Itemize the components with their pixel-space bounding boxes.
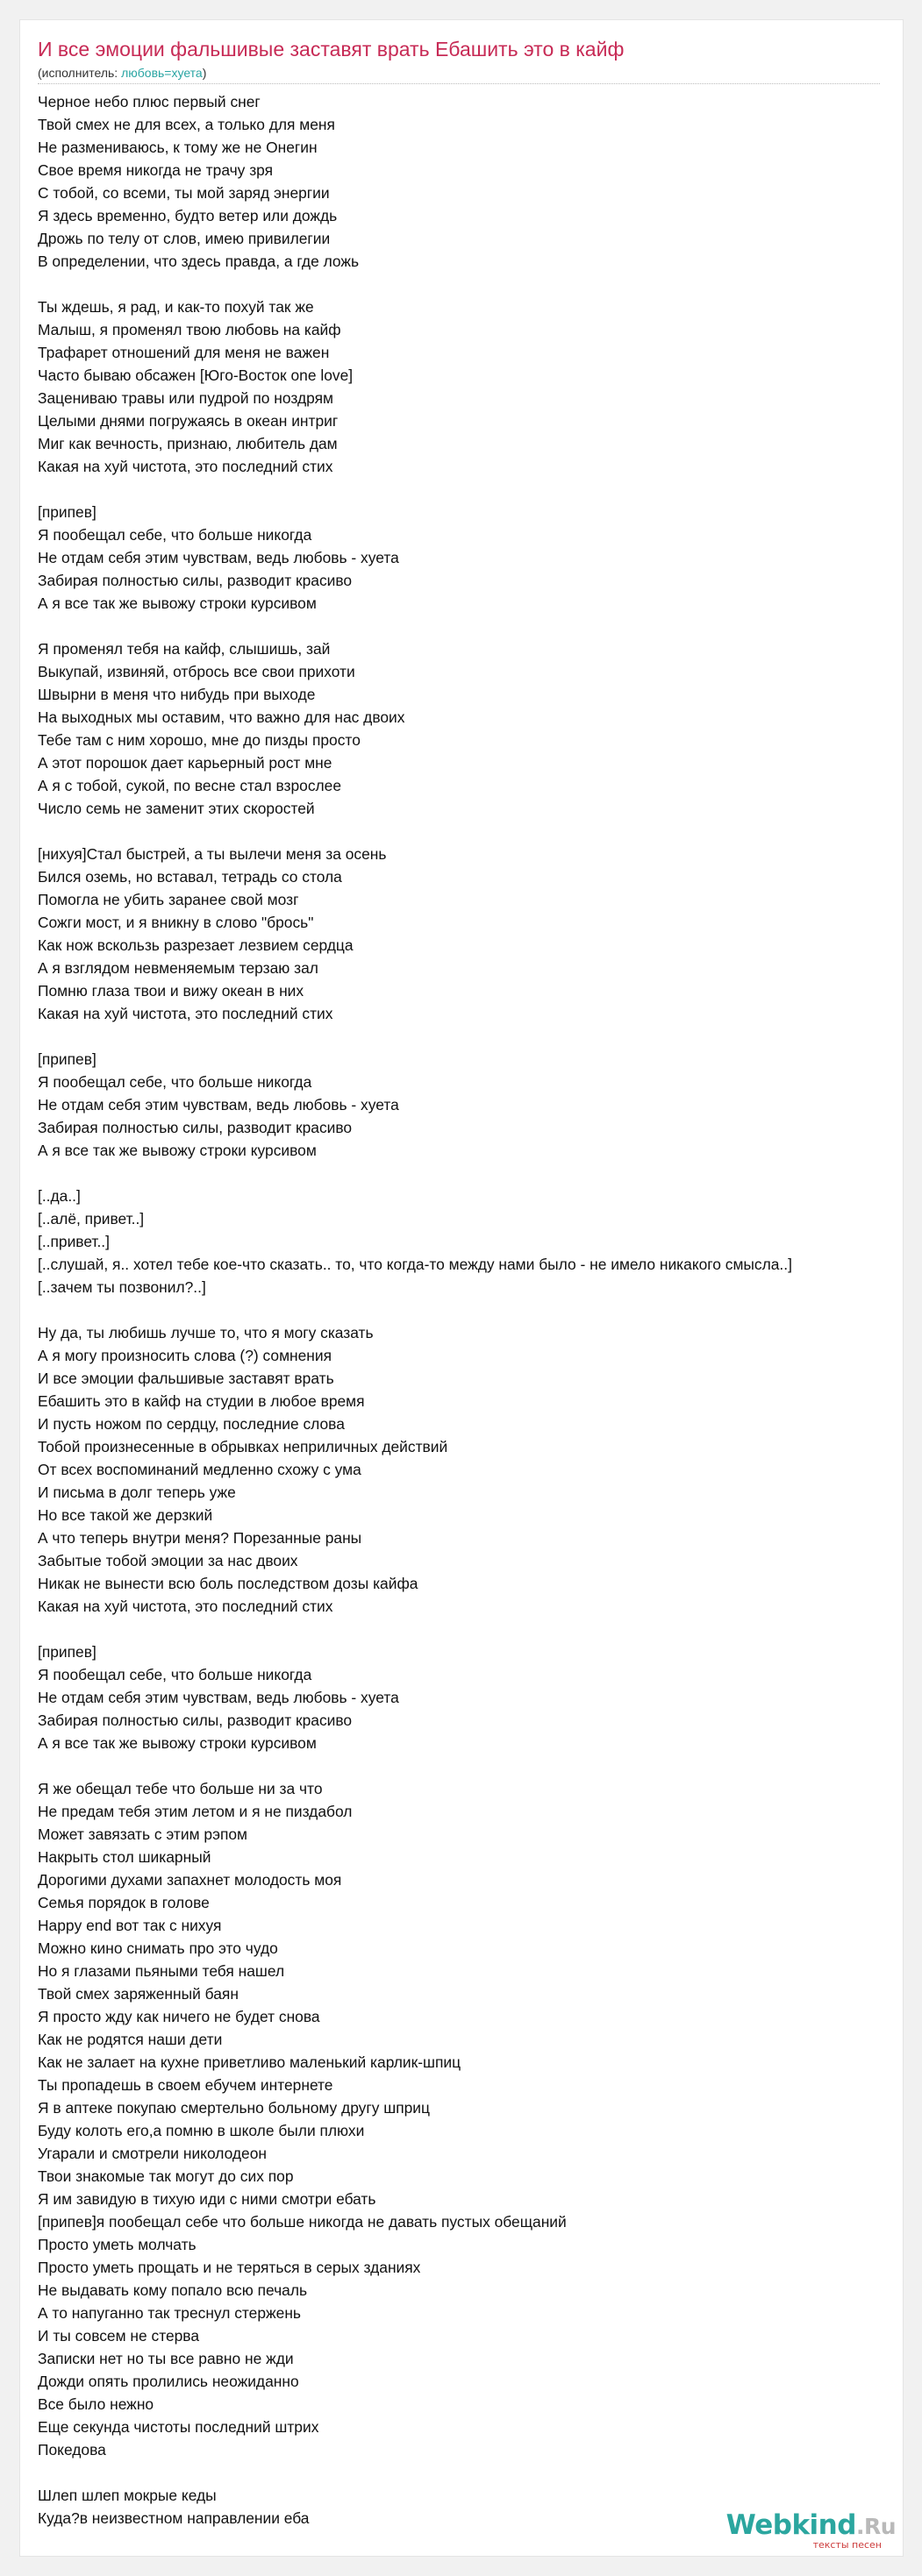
- lyric-line: Куда?в неизвестном направлении еба: [38, 2509, 310, 2527]
- lyric-line: [..зачем ты позвонил?..]: [38, 1278, 206, 1296]
- logo-wordmark: [726, 2510, 896, 2542]
- lyric-line: [припев]: [38, 1050, 96, 1068]
- lyric-line: А я все так же вывожу строки курсивом: [38, 594, 317, 612]
- stanza-break: [38, 1162, 904, 1185]
- lyric-line: [..привет..]: [38, 1233, 110, 1250]
- lyric-line: Тебе там с ним хорошо, мне до пизды просто: [38, 731, 361, 749]
- lyric-line: Тобой произнесенные в обрывках неприличных действий: [38, 1438, 448, 1455]
- lyric-line: Я променял тебя на кайф, слышишь, зай: [38, 640, 331, 658]
- lyric-line: А я могу произносить слова (?) сомнения: [38, 1347, 332, 1364]
- lyric-line: А я с тобой, сукой, по весне стал взрослее: [38, 777, 342, 794]
- lyric-line: Еще секунда чистоты последний штрих: [38, 2418, 319, 2436]
- lyric-line: [припев]я пообещал себе что больше никогда не давать пустых обещаний: [38, 2213, 567, 2231]
- lyric-line: Твои знакомые так могут до сих пор: [38, 2167, 294, 2185]
- artist-line: [38, 64, 206, 82]
- lyric-line: Просто уметь молчать: [38, 2236, 197, 2253]
- lyric-line: Happy end вот так с нихуя: [38, 1917, 222, 1934]
- stanza-break: [38, 1618, 904, 1640]
- lyric-line: А я взглядом невменяемым терзаю зал: [38, 959, 318, 977]
- lyric-line: Трафарет отношений для меня не важен: [38, 344, 330, 361]
- lyric-line: Как не залает на кухне приветливо маленький карлик-шпиц: [38, 2053, 461, 2071]
- stanza-break: [38, 615, 904, 637]
- lyric-line: Твой смех заряженный баян: [38, 1985, 239, 2003]
- lyric-line: Шлеп шлеп мокрые кеды: [38, 2487, 217, 2504]
- lyric-line: Покедова: [38, 2441, 106, 2459]
- lyric-line: Часто бываю обсажен [Юго-Восток one love]: [38, 366, 354, 384]
- lyric-line: Выкупай, извиняй, отбрось все свои прихоти: [38, 663, 355, 680]
- stanza-break: [38, 273, 904, 295]
- lyric-line: Семья порядок в голове: [38, 1894, 210, 1911]
- lyric-line: Я пообещал себе, что больше никогда: [38, 526, 312, 544]
- lyric-line: Я просто жду как ничего не будет снова: [38, 2008, 320, 2025]
- title-divider: [38, 83, 880, 84]
- lyric-line: [нихуя]Стал быстрей, а ты вылечи меня за осень: [38, 845, 387, 863]
- lyric-line: И пусть ножом по сердцу, последние слова: [38, 1415, 345, 1433]
- stanza-break: [38, 1754, 904, 1777]
- lyric-line: Можно кино снимать про это чудо: [38, 1939, 278, 1957]
- lyric-line: Малыш, я променял твою любовь на кайф: [38, 321, 341, 338]
- lyric-line: Не отдам себя этим чувствам, ведь любовь - хуета: [38, 549, 399, 566]
- lyric-line: Не выдавать кому попало всю печаль: [38, 2281, 308, 2299]
- lyric-line: Я пообещал себе, что больше никогда: [38, 1666, 312, 1683]
- lyric-line: А этот порошок дает карьерный рост мне: [38, 754, 332, 772]
- lyric-line: Твой смех не для всех, а только для меня: [38, 116, 335, 133]
- lyric-line: Швырни в меня что нибудь при выходе: [38, 686, 316, 703]
- lyric-line: Число семь не заменит этих скоростей: [38, 800, 315, 817]
- lyric-line: Помогла не убить заранее свой мозг: [38, 891, 299, 908]
- stanza-break: [38, 478, 904, 501]
- lyric-line: Я здесь временно, будто ветер или дождь: [38, 207, 338, 224]
- artist-suffix: ): [202, 66, 207, 80]
- lyrics-card: [19, 19, 904, 2557]
- lyric-line: Какая на хуй чистота, это последний стих: [38, 1598, 333, 1615]
- lyric-line: С тобой, со всеми, ты мой заряд энергии: [38, 184, 330, 202]
- lyric-line: Зацениваю травы или пудрой по ноздрям: [38, 389, 333, 407]
- lyric-line: Все было нежно: [38, 2395, 154, 2413]
- lyric-line: Я им завидую в тихую иди с ними смотри ебать: [38, 2190, 376, 2208]
- lyric-line: И письма в долг теперь уже: [38, 1484, 236, 1501]
- lyrics-body: [38, 90, 904, 2530]
- lyric-line: Какая на хуй чистота, это последний стих: [38, 1005, 333, 1022]
- stanza-break: [38, 1025, 904, 1048]
- artist-prefix: (исполнитель:: [38, 66, 122, 80]
- lyric-line: Миг как вечность, признаю, любитель дам: [38, 435, 338, 452]
- lyric-line: [..алё, привет..]: [38, 1210, 145, 1228]
- lyric-line: Как не родятся наши дети: [38, 2031, 223, 2048]
- artist-link[interactable]: любовь=хуета: [121, 66, 203, 80]
- lyric-line: Забирая полностью силы, разводит красиво: [38, 1119, 353, 1136]
- lyric-line: Может завязать с этим рэпом: [38, 1825, 247, 1843]
- lyric-line: Ну да, ты любишь лучше то, что я могу сказать: [38, 1324, 374, 1341]
- lyric-line: На выходных мы оставим, что важно для нас двоих: [38, 708, 405, 726]
- lyric-line: Забирая полностью силы, разводит красиво: [38, 572, 353, 589]
- lyric-line: Я в аптеке покупаю смертельно больному другу шприц: [38, 2099, 430, 2117]
- lyric-line: Какая на хуй чистота, это последний стих: [38, 458, 333, 475]
- lyric-line: А что теперь внутри меня? Порезанные раны: [38, 1529, 362, 1547]
- lyric-line: [припев]: [38, 503, 96, 521]
- page-title: И все эмоции фальшивые заставят врать Ебашить это в кайф: [38, 38, 625, 60]
- lyric-line: [припев]: [38, 1643, 96, 1661]
- lyric-line: Дорогими духами запахнет молодость моя: [38, 1871, 342, 1889]
- logo-name: Webkind: [725, 2509, 856, 2541]
- lyric-line: Не размениваюсь, к тому же не Онегин: [38, 139, 318, 156]
- lyric-line: Угарали и смотрели николодеон: [38, 2145, 267, 2162]
- lyric-line: Как нож вскользь разрезает лезвием сердца: [38, 936, 354, 954]
- lyric-line: Не предам тебя этим летом и я не пиздабол: [38, 1803, 353, 1820]
- lyric-line: [..слушай, я.. хотел тебе кое-что сказать.. то, что когда-то между нами было - не имело никакого смысла..]: [38, 1256, 792, 1273]
- logo-tagline: тексты песен: [812, 2539, 882, 2551]
- lyric-line: Забытые тобой эмоции за нас двоих: [38, 1552, 298, 1569]
- lyric-line: Накрыть стол шикарный: [38, 1848, 211, 1866]
- lyric-line: Записки нет но ты все равно не жди: [38, 2350, 294, 2367]
- lyric-line: Забирая полностью силы, разводит красиво: [38, 1711, 353, 1729]
- lyric-line: Просто уметь прощать и не теряться в серых зданиях: [38, 2259, 421, 2276]
- lyric-line: [..да..]: [38, 1187, 81, 1205]
- lyric-line: Никак не вынести всю боль последством дозы кайфа: [38, 1575, 418, 1592]
- stanza-break: [38, 2461, 904, 2484]
- lyric-line: Дрожь по телу от слов, имею привилегии: [38, 230, 331, 247]
- stanza-break: [38, 1299, 904, 1321]
- lyric-line: Сожги мост, и я вникну в слово "брось": [38, 914, 314, 931]
- lyric-line: Помню глаза твои и вижу океан в них: [38, 982, 304, 1000]
- lyric-line: Я пообещал себе, что больше никогда: [38, 1073, 312, 1091]
- lyric-line: И все эмоции фальшивые заставят врать: [38, 1370, 334, 1387]
- lyric-line: Не отдам себя этим чувствам, ведь любовь - хуета: [38, 1096, 399, 1114]
- lyric-line: Буду колоть его,а помню в школе были плюхи: [38, 2122, 365, 2139]
- lyric-line: А то напуганно так треснул стержень: [38, 2304, 301, 2322]
- lyric-line: Целыми днями погружаясь в океан интриг: [38, 412, 339, 430]
- webkind-logo[interactable]: [726, 2510, 896, 2551]
- stanza-break: [38, 820, 904, 843]
- lyric-line: Черное небо плюс первый снег: [38, 93, 261, 110]
- logo-tld: .Ru: [855, 2514, 896, 2539]
- lyric-line: Но все такой же дерзкий: [38, 1506, 213, 1524]
- lyric-line: От всех воспоминаний медленно схожу с ума: [38, 1461, 361, 1478]
- lyric-line: И ты совсем не стерва: [38, 2327, 200, 2345]
- lyric-line: Бился оземь, но вставал, тетрадь со стола: [38, 868, 342, 886]
- lyric-line: Ебашить это в кайф на студии в любое время: [38, 1392, 365, 1410]
- lyric-line: А я все так же вывожу строки курсивом: [38, 1734, 317, 1752]
- lyric-line: Я же обещал тебе что больше ни за что: [38, 1780, 323, 1797]
- lyric-line: Свое время никогда не трачу зря: [38, 161, 274, 179]
- lyric-line: Ты ждешь, я рад, и как-то похуй так же: [38, 298, 314, 316]
- lyric-line: Дожди опять пролились неожиданно: [38, 2373, 299, 2390]
- lyric-line: В определении, что здесь правда, а где ложь: [38, 253, 360, 270]
- lyric-line: Не отдам себя этим чувствам, ведь любовь - хуета: [38, 1689, 399, 1706]
- lyric-line: Но я глазами пьяными тебя нашел: [38, 1962, 285, 1980]
- lyric-line: Ты пропадешь в своем ебучем интернете: [38, 2076, 333, 2094]
- lyric-line: А я все так же вывожу строки курсивом: [38, 1142, 317, 1159]
